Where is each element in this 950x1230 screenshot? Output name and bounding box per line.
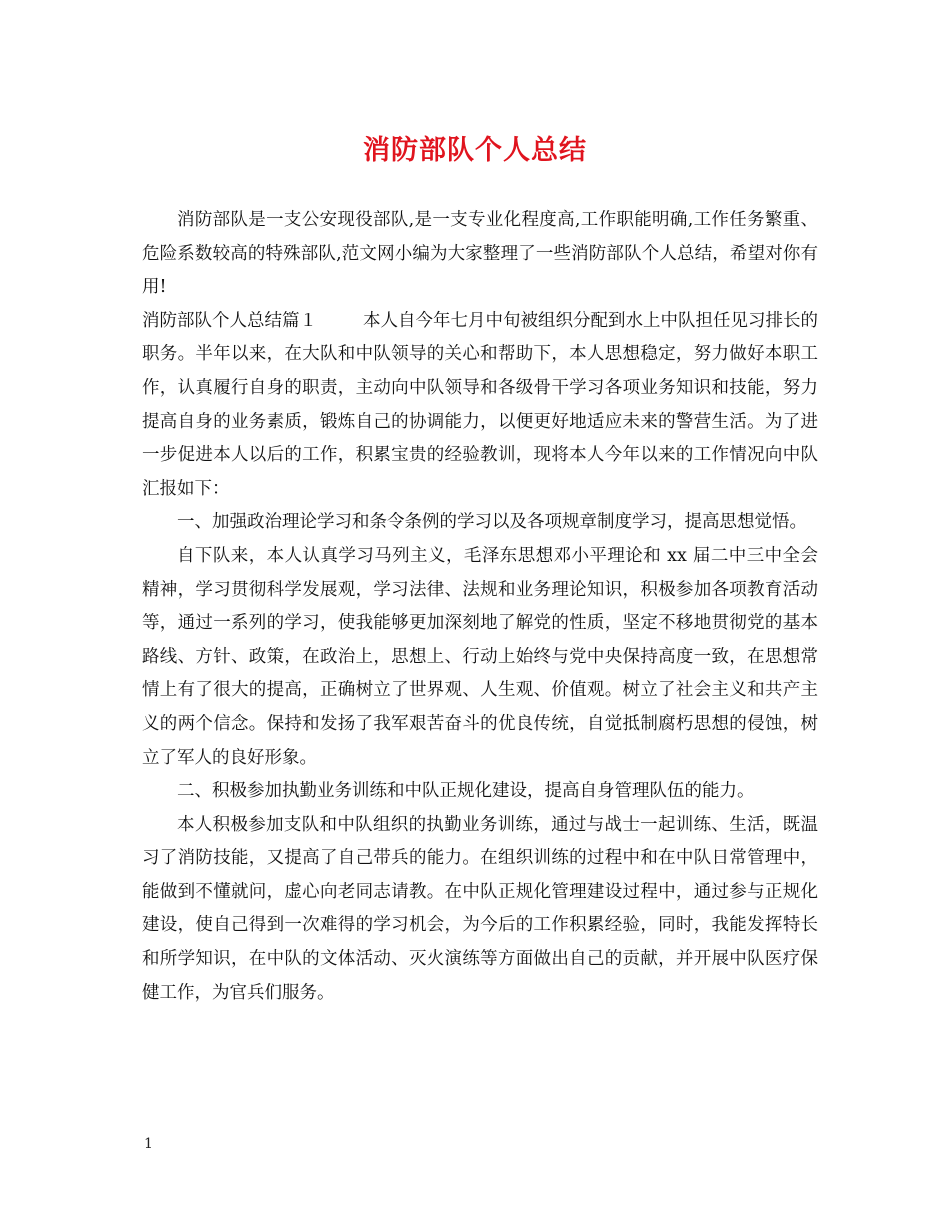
intro-paragraph: 消防部队是一支公安现役部队,是一支专业化程度高,工作职能明确,工作任务繁重、危险系数较高的特殊部队,范文网小编为大家整理了一些消防部队个人总结，希望对你有用! [142,210,818,298]
section-body-text: 本人自今年七月中旬被组织分配到水上中队担任见习排长的职务。半年以来，在大队和中队领导的关心和帮助下，本人思想稳定，努力做好本职工作，认真履行自身的职责，主动向中队领导和各级骨干学习各项业务知识和技能，努力提高自身的业务素质，锻炼自己的协调能力，以便更好地适应未来的警营生活。为了进一步促进本人以后的工作，积累宝贵的经验教训，现将本人今年以来的工作情况向中队汇报如下： [142,310,818,499]
document-body [142,204,818,1010]
point-one-body: 自下队来，本人认真学习马列主义，毛泽东思想邓小平理论和 xx 届二中三中全会精神，学习贯彻科学发展观，学习法律、法规和业务理论知识，积极参加各项教育活动等，通过一系列的学习，使我能够更加深刻地了解党的性质，坚定不移地贯彻党的基本路线、方针、政策，在政治上，思想上、行动上始终与党中央保持高度一致，在思想常情上有了很大的提高，正确树立了世界观、人生观、价值观。树立了社会主义和共产主义的两个信念。保持和发扬了我军艰苦奋斗的优良传统，自觉抵制腐朽思想的侵蚀，树立了军人的良好形象。 [142,545,818,768]
point-two-title: 二、积极参加执勤业务训练和中队正规化建设，提高自身管理队伍的能力。 [177,781,755,802]
document-title: 消防部队个人总结 [363,135,587,166]
page-number: 1 [144,1136,153,1152]
section-heading: 消防部队个人总结篇１ [142,310,317,331]
point-two-body: 本人积极参加支队和中队组织的执勤业务训练，通过与战士一起训练、生活，既温习了消防技能，又提高了自己带兵的能力。在组织训练的过程中和在中队日常管理中，能做到不懂就问，虚心向老同志请教。在中队正规化管理建设过程中，通过参与正规化建设，使自己得到一次难得的学习机会，为今后的工作积累经验，同时，我能发挥特长和所学知识，在中队的文体活动、灭火演练等方面做出自己的贡献，并开展中队医疗保健工作，为官兵们服务。 [142,814,818,1003]
point-one-title: 一、加强政治理论学习和条令条例的学习以及各项规章制度学习，提高思想觉悟。 [177,512,807,533]
section-paragraph [142,305,818,507]
